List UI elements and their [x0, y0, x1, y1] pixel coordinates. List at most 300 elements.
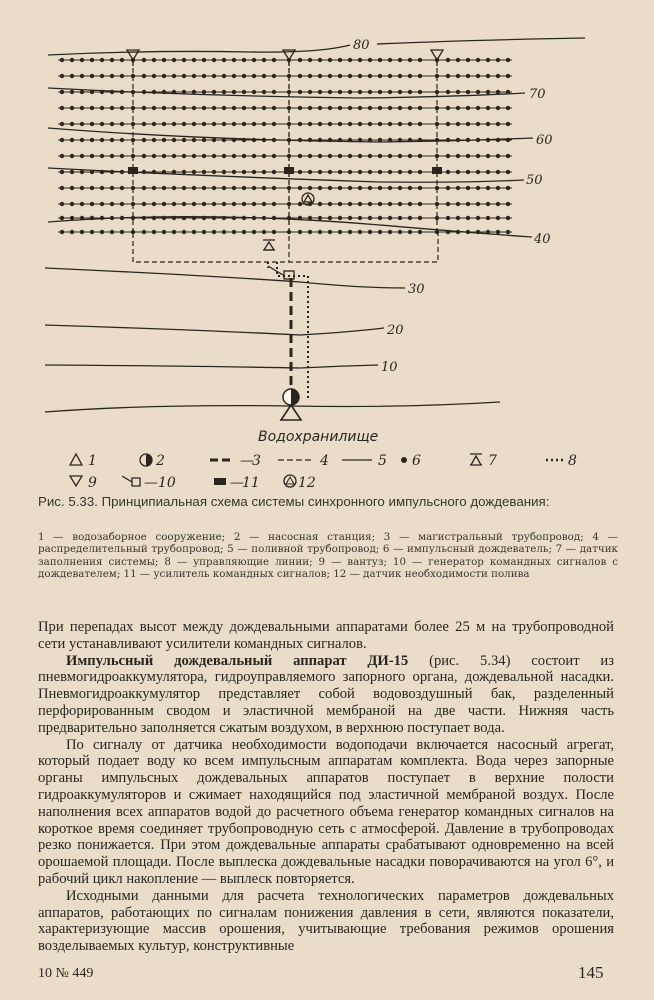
sprinkler-dot	[338, 216, 342, 220]
sprinkler-dot	[378, 154, 382, 158]
sprinkler-dot	[298, 230, 302, 234]
sprinkler-dot	[142, 154, 146, 158]
sprinkler-dot	[232, 58, 236, 62]
sprinkler-dot	[398, 216, 402, 220]
sprinkler-dot	[60, 122, 64, 126]
sprinkler-dot	[80, 202, 84, 206]
sprinkler-dot	[252, 154, 256, 158]
sprinkler-dot	[328, 154, 332, 158]
sprinkler-dot	[308, 216, 312, 220]
sprinkler-dot	[242, 90, 246, 94]
contour-label: 40	[534, 232, 551, 247]
sprinkler-dot	[80, 106, 84, 110]
sprinkler-dot	[172, 138, 176, 142]
sprinkler-dot	[328, 122, 332, 126]
sprinkler-dot	[388, 154, 392, 158]
sprinkler-dot	[318, 106, 322, 110]
sprinkler-dot	[222, 154, 226, 158]
sprinkler-dot	[70, 74, 74, 78]
sprinkler-dot	[172, 74, 176, 78]
sprinkler-dot	[70, 58, 74, 62]
sprinkler-dot	[466, 58, 470, 62]
sprinkler-dot	[252, 186, 256, 190]
sprinkler-dot	[182, 230, 186, 234]
sprinkler-dot	[142, 170, 146, 174]
sprinkler-dot	[162, 122, 166, 126]
sprinkler-dot	[80, 230, 84, 234]
sprinkler-dot	[70, 216, 74, 220]
legend-item	[70, 453, 97, 469]
sprinkler-dot	[466, 90, 470, 94]
sprinkler-dot	[142, 186, 146, 190]
sprinkler-dot	[262, 202, 266, 206]
sprinkler-dot	[408, 170, 412, 174]
sprinkler-dot	[338, 230, 342, 234]
sprinkler-dot	[242, 74, 246, 78]
sprinkler-dot	[202, 138, 206, 142]
sprinkler-dot	[142, 58, 146, 62]
sprinkler-dot	[378, 74, 382, 78]
sprinkler-dot	[172, 58, 176, 62]
sprinkler-dot	[318, 74, 322, 78]
sprinkler-dot	[388, 170, 392, 174]
sprinkler-dot	[358, 154, 362, 158]
paragraph: При перепадах высот между дождевальными аппаратами более 25 м на трубопроводной сети устанавливают усилители командных сигналов.	[38, 619, 614, 652]
sprinkler-dot	[212, 186, 216, 190]
sprinkler-dot	[398, 230, 402, 234]
sprinkler-dot	[408, 58, 412, 62]
legend-item	[401, 453, 421, 469]
sprinkler-dot	[222, 122, 226, 126]
sprinkler-dot	[506, 58, 510, 62]
triangle-outline-icon	[70, 454, 82, 465]
sprinkler-dot	[212, 216, 216, 220]
sprinkler-dot	[80, 74, 84, 78]
sprinkler-dot	[476, 106, 480, 110]
sprinkler-dot	[358, 90, 362, 94]
sprinkler-dot	[338, 186, 342, 190]
sprinkler-dot	[506, 106, 510, 110]
sprinkler-dot	[328, 106, 332, 110]
sprinkler-dot	[318, 186, 322, 190]
sprinkler-dot	[418, 90, 422, 94]
sprinkler-dot	[358, 170, 362, 174]
sprinkler-dot	[368, 216, 372, 220]
sprinkler-dot	[398, 202, 402, 206]
sprinkler-dot	[272, 154, 276, 158]
legend-number: 5	[378, 453, 387, 469]
sprinkler-dot	[398, 74, 402, 78]
sprinkler-dot	[222, 138, 226, 142]
sprinkler-dot	[418, 186, 422, 190]
sprinkler-dot	[506, 202, 510, 206]
sprinkler-dot	[152, 138, 156, 142]
sprinkler-dot	[222, 90, 226, 94]
sprinkler-dot	[152, 230, 156, 234]
sprinkler-dot	[466, 122, 470, 126]
dot-icon	[401, 457, 407, 463]
sprinkler-dot	[358, 106, 362, 110]
sprinkler-dot	[506, 170, 510, 174]
sprinkler-dot	[272, 74, 276, 78]
sprinkler-dot	[100, 170, 104, 174]
sprinkler-dot	[476, 74, 480, 78]
sprinkler-dot	[378, 186, 382, 190]
sprinkler-dot	[446, 154, 450, 158]
sprinkler-dot	[242, 106, 246, 110]
sprinkler-dot	[232, 74, 236, 78]
sprinkler-dot	[368, 154, 372, 158]
sprinkler-dot	[338, 106, 342, 110]
sprinkler-dot	[142, 230, 146, 234]
sprinkler-dot	[446, 122, 450, 126]
sprinkler-dot	[348, 74, 352, 78]
reservoir-label: Водохранилище	[258, 429, 379, 445]
sprinkler-dot	[328, 74, 332, 78]
sprinkler-dot	[486, 90, 490, 94]
sprinkler-dot	[60, 186, 64, 190]
reservoir-shoreline	[45, 402, 500, 412]
sprinkler-dot	[60, 230, 64, 234]
paragraph	[38, 653, 614, 737]
sprinkler-dot	[456, 90, 460, 94]
printer-signature: 10 № 449	[38, 966, 94, 981]
sprinkler-dot	[162, 186, 166, 190]
paragraph: Исходными данными для расчета технологических параметров дождевальных аппаратов, работающих по сигналам понижения давления в сети, являются показатели, характеризующие массив орошения, учитывающие требования режимов орошения возделываемых культур, конструктивные	[38, 887, 614, 955]
sprinkler-dot	[388, 216, 392, 220]
sprinkler-dot	[242, 122, 246, 126]
sprinkler-dot	[456, 230, 460, 234]
sprinkler-dot	[328, 186, 332, 190]
body-text	[38, 619, 614, 955]
contour-line-70	[48, 88, 525, 98]
sprinkler-dot	[506, 90, 510, 94]
sprinkler-dot	[496, 58, 500, 62]
sprinkler-dot	[152, 74, 156, 78]
sprinkler-dot	[368, 230, 372, 234]
sprinkler-dot	[486, 138, 490, 142]
sprinkler-dot	[242, 230, 246, 234]
sprinkler-dot	[496, 138, 500, 142]
sprinkler-dot	[222, 170, 226, 174]
sprinkler-dot	[388, 230, 392, 234]
legend-item	[278, 453, 329, 469]
sprinkler-dot	[496, 106, 500, 110]
sprinkler-dot	[262, 90, 266, 94]
sprinkler-dot	[456, 74, 460, 78]
sprinkler-dot	[242, 202, 246, 206]
sprinkler-dot	[328, 216, 332, 220]
legend-item	[342, 453, 387, 469]
sprinkler-dot	[252, 90, 256, 94]
sprinkler-dot	[232, 90, 236, 94]
sprinkler-dot	[262, 138, 266, 142]
sprinkler-dot	[272, 186, 276, 190]
contour-line-80	[377, 38, 585, 44]
sprinkler-dot	[486, 154, 490, 158]
contour-lines	[45, 38, 585, 412]
sprinkler-dot	[398, 170, 402, 174]
sprinkler-dot	[398, 154, 402, 158]
sprinkler-dot	[446, 90, 450, 94]
sprinkler-dot	[192, 58, 196, 62]
sprinkler-dot	[90, 90, 94, 94]
contour-line-80	[48, 45, 350, 55]
sprinkler-dot	[162, 170, 166, 174]
legend-number: —	[240, 453, 254, 469]
legend-number: 8	[568, 453, 577, 469]
sprinkler-dot	[152, 202, 156, 206]
sprinkler-dot	[368, 138, 372, 142]
sprinkler-dot	[308, 106, 312, 110]
sprinkler-dot	[496, 170, 500, 174]
sprinkler-dot	[262, 216, 266, 220]
sprinkler-dot	[212, 138, 216, 142]
sprinkler-dot	[80, 170, 84, 174]
sprinkler-dot	[272, 106, 276, 110]
sprinkler-dot	[90, 230, 94, 234]
irrigation-scheme-diagram	[0, 0, 654, 455]
sprinkler-dot	[348, 138, 352, 142]
sprinkler-dot	[120, 122, 124, 126]
sprinkler-dot	[328, 138, 332, 142]
sprinkler-dot	[192, 90, 196, 94]
sprinkler-dot	[368, 122, 372, 126]
legend-number: —	[230, 475, 244, 488]
contour-label: 60	[536, 133, 553, 148]
sprinkler-dot	[466, 202, 470, 206]
sprinkler-dot	[120, 74, 124, 78]
sprinkler-dot	[70, 230, 74, 234]
sprinkler-dot	[80, 122, 84, 126]
sprinkler-dot	[338, 90, 342, 94]
sprinkler-dot	[110, 186, 114, 190]
sprinkler-dot	[90, 202, 94, 206]
sprinkler-dot	[152, 90, 156, 94]
sprinkler-dot	[506, 186, 510, 190]
sprinkler-dot	[100, 90, 104, 94]
sprinkler-dot	[202, 106, 206, 110]
sprinkler-dot	[252, 138, 256, 142]
sprinkler-dot	[252, 202, 256, 206]
legend-number: 12	[298, 475, 316, 488]
sprinkler-dot	[252, 216, 256, 220]
sprinkler-dot	[456, 186, 460, 190]
sprinkler-dot	[90, 74, 94, 78]
sprinkler-dot	[222, 74, 226, 78]
contour-label: 30	[408, 282, 425, 297]
sprinkler-dot	[222, 106, 226, 110]
generator-icon	[268, 266, 294, 279]
sprinkler-dot	[60, 216, 64, 220]
sprinkler-dot	[202, 186, 206, 190]
paragraph-text: (рис. 5.34) состоит из пневмогидроаккумулятора, гидроуправляемого запорного органа, дождевальной насадки. Пневмогидроаккумулятор представляет собой водовоздушный бак, разделенный перфорированным сводом и эластичной мембраной на две части. Нижняя часть предварительно заполняется сжатым воздухом, в верхнюю поступает вода.	[38, 652, 614, 736]
sprinkler-dot	[338, 202, 342, 206]
sprinkler-dot	[110, 230, 114, 234]
sprinkler-dot	[182, 154, 186, 158]
sprinkler-dot	[162, 216, 166, 220]
sprinkler-dot	[70, 106, 74, 110]
sprinkler-dot	[110, 216, 114, 220]
sprinkler-dot	[418, 216, 422, 220]
sprinkler-dot	[446, 58, 450, 62]
sprinkler-dot	[308, 138, 312, 142]
sprinkler-dot	[252, 170, 256, 174]
sprinkler-dot	[486, 74, 490, 78]
sprinkler-dot	[202, 122, 206, 126]
sprinkler-dot	[142, 216, 146, 220]
sprinkler-dot	[486, 216, 490, 220]
sprinkler-dot	[398, 90, 402, 94]
sprinkler-dot	[476, 138, 480, 142]
sprinkler-dot	[496, 122, 500, 126]
sprinkler-dot	[272, 90, 276, 94]
sprinkler-dot	[142, 138, 146, 142]
sprinkler-dot	[172, 106, 176, 110]
sprinkler-dot	[348, 216, 352, 220]
legend-number: 10	[158, 475, 176, 488]
sprinkler-dot	[70, 154, 74, 158]
contour-label: 70	[529, 87, 546, 102]
sprinkler-dot	[172, 202, 176, 206]
sprinkler-dot	[348, 154, 352, 158]
sprinkler-dot	[182, 106, 186, 110]
sprinkler-dot	[70, 170, 74, 174]
sprinkler-dot	[162, 90, 166, 94]
legend-item	[470, 453, 497, 469]
sprinkler-dot	[496, 90, 500, 94]
sprinkler-dot	[378, 122, 382, 126]
sprinkler-dot	[120, 186, 124, 190]
sprinkler-dot	[446, 230, 450, 234]
sprinkler-dot	[378, 58, 382, 62]
sprinkler-dot	[348, 230, 352, 234]
sprinkler-dot	[358, 216, 362, 220]
legend-item	[546, 453, 577, 469]
legend-item	[210, 453, 261, 469]
sprinkler-dot	[318, 122, 322, 126]
sprinkler-dot	[358, 230, 362, 234]
pumping-station-icon	[283, 389, 299, 405]
water-intake-icon	[281, 405, 301, 420]
sprinkler-dot	[110, 138, 114, 142]
sprinkler-dot	[90, 122, 94, 126]
sprinkler-dot	[142, 106, 146, 110]
sprinkler-dot	[100, 74, 104, 78]
sprinkler-dot	[162, 74, 166, 78]
sprinkler-dot	[456, 138, 460, 142]
contour-line-10	[45, 365, 378, 368]
sprinkler-dot	[120, 90, 124, 94]
sprinkler-dot	[110, 58, 114, 62]
legend-number: 9	[88, 475, 97, 488]
sprinkler-dot	[318, 216, 322, 220]
sprinkler-dot	[182, 138, 186, 142]
sprinkler-dot	[182, 122, 186, 126]
legend-number: 7	[488, 453, 497, 469]
sprinkler-dot	[398, 186, 402, 190]
sprinkler-dot	[232, 122, 236, 126]
sprinkler-dot	[152, 170, 156, 174]
sprinkler-dot	[358, 186, 362, 190]
sprinkler-dot	[80, 90, 84, 94]
sprinkler-dot	[418, 230, 422, 234]
sprinkler-dot	[298, 170, 302, 174]
sprinkler-dot	[456, 170, 460, 174]
sprinkler-dot	[418, 170, 422, 174]
sprinkler-dot	[90, 154, 94, 158]
sprinkler-dot	[80, 216, 84, 220]
sprinkler-dot	[212, 230, 216, 234]
sprinkler-dot	[262, 58, 266, 62]
sprinkler-dot	[252, 106, 256, 110]
sprinkler-dot	[328, 230, 332, 234]
sprinkler-dot	[368, 58, 372, 62]
sprinkler-dot	[70, 138, 74, 142]
sprinkler-dot	[152, 154, 156, 158]
sprinkler-dot	[348, 90, 352, 94]
sprinkler-dot	[60, 154, 64, 158]
sprinkler-dot	[308, 74, 312, 78]
sprinkler-dot	[242, 216, 246, 220]
sprinkler-dot	[476, 154, 480, 158]
sprinkler-dot	[298, 122, 302, 126]
sprinkler-dot	[90, 106, 94, 110]
sprinkler-dot	[80, 58, 84, 62]
sprinkler-dot	[368, 170, 372, 174]
sprinkler-dot	[202, 90, 206, 94]
sprinkler-dot	[418, 202, 422, 206]
sprinkler-dot	[368, 90, 372, 94]
sprinkler-dot	[110, 202, 114, 206]
sprinkler-dot	[338, 170, 342, 174]
sprinkler-dot	[60, 90, 64, 94]
sprinkler-dot	[162, 106, 166, 110]
sprinkler-dot	[318, 58, 322, 62]
sprinkler-dot	[142, 202, 146, 206]
sprinkler-dot	[398, 106, 402, 110]
sprinkler-dot	[378, 202, 382, 206]
sprinkler-dot	[408, 216, 412, 220]
sprinkler-dot	[506, 216, 510, 220]
fill-sensor-icon	[263, 240, 275, 250]
page-number: 145	[578, 963, 604, 982]
sprinkler-dot	[110, 90, 114, 94]
sprinkler-dot	[408, 122, 412, 126]
sprinkler-dot	[172, 154, 176, 158]
sprinkler-dot	[328, 202, 332, 206]
sprinkler-dot	[100, 106, 104, 110]
sprinkler-dot	[368, 186, 372, 190]
sprinkler-dot	[262, 106, 266, 110]
sprinkler-dot	[212, 170, 216, 174]
sprinkler-dot	[202, 202, 206, 206]
sprinkler-dot	[232, 216, 236, 220]
sprinkler-dot	[262, 170, 266, 174]
sprinkler-dot	[152, 58, 156, 62]
sprinkler-dot	[202, 216, 206, 220]
sprinkler-dot	[446, 186, 450, 190]
contour-label: 50	[526, 173, 543, 188]
sprinkler-dot	[446, 138, 450, 142]
sprinkler-dot	[222, 216, 226, 220]
sprinkler-dot	[172, 186, 176, 190]
sprinkler-dot	[152, 106, 156, 110]
sprinkler-dot	[496, 202, 500, 206]
sprinkler-dot	[152, 122, 156, 126]
sprinkler-dot	[408, 186, 412, 190]
sprinkler-dot	[162, 138, 166, 142]
